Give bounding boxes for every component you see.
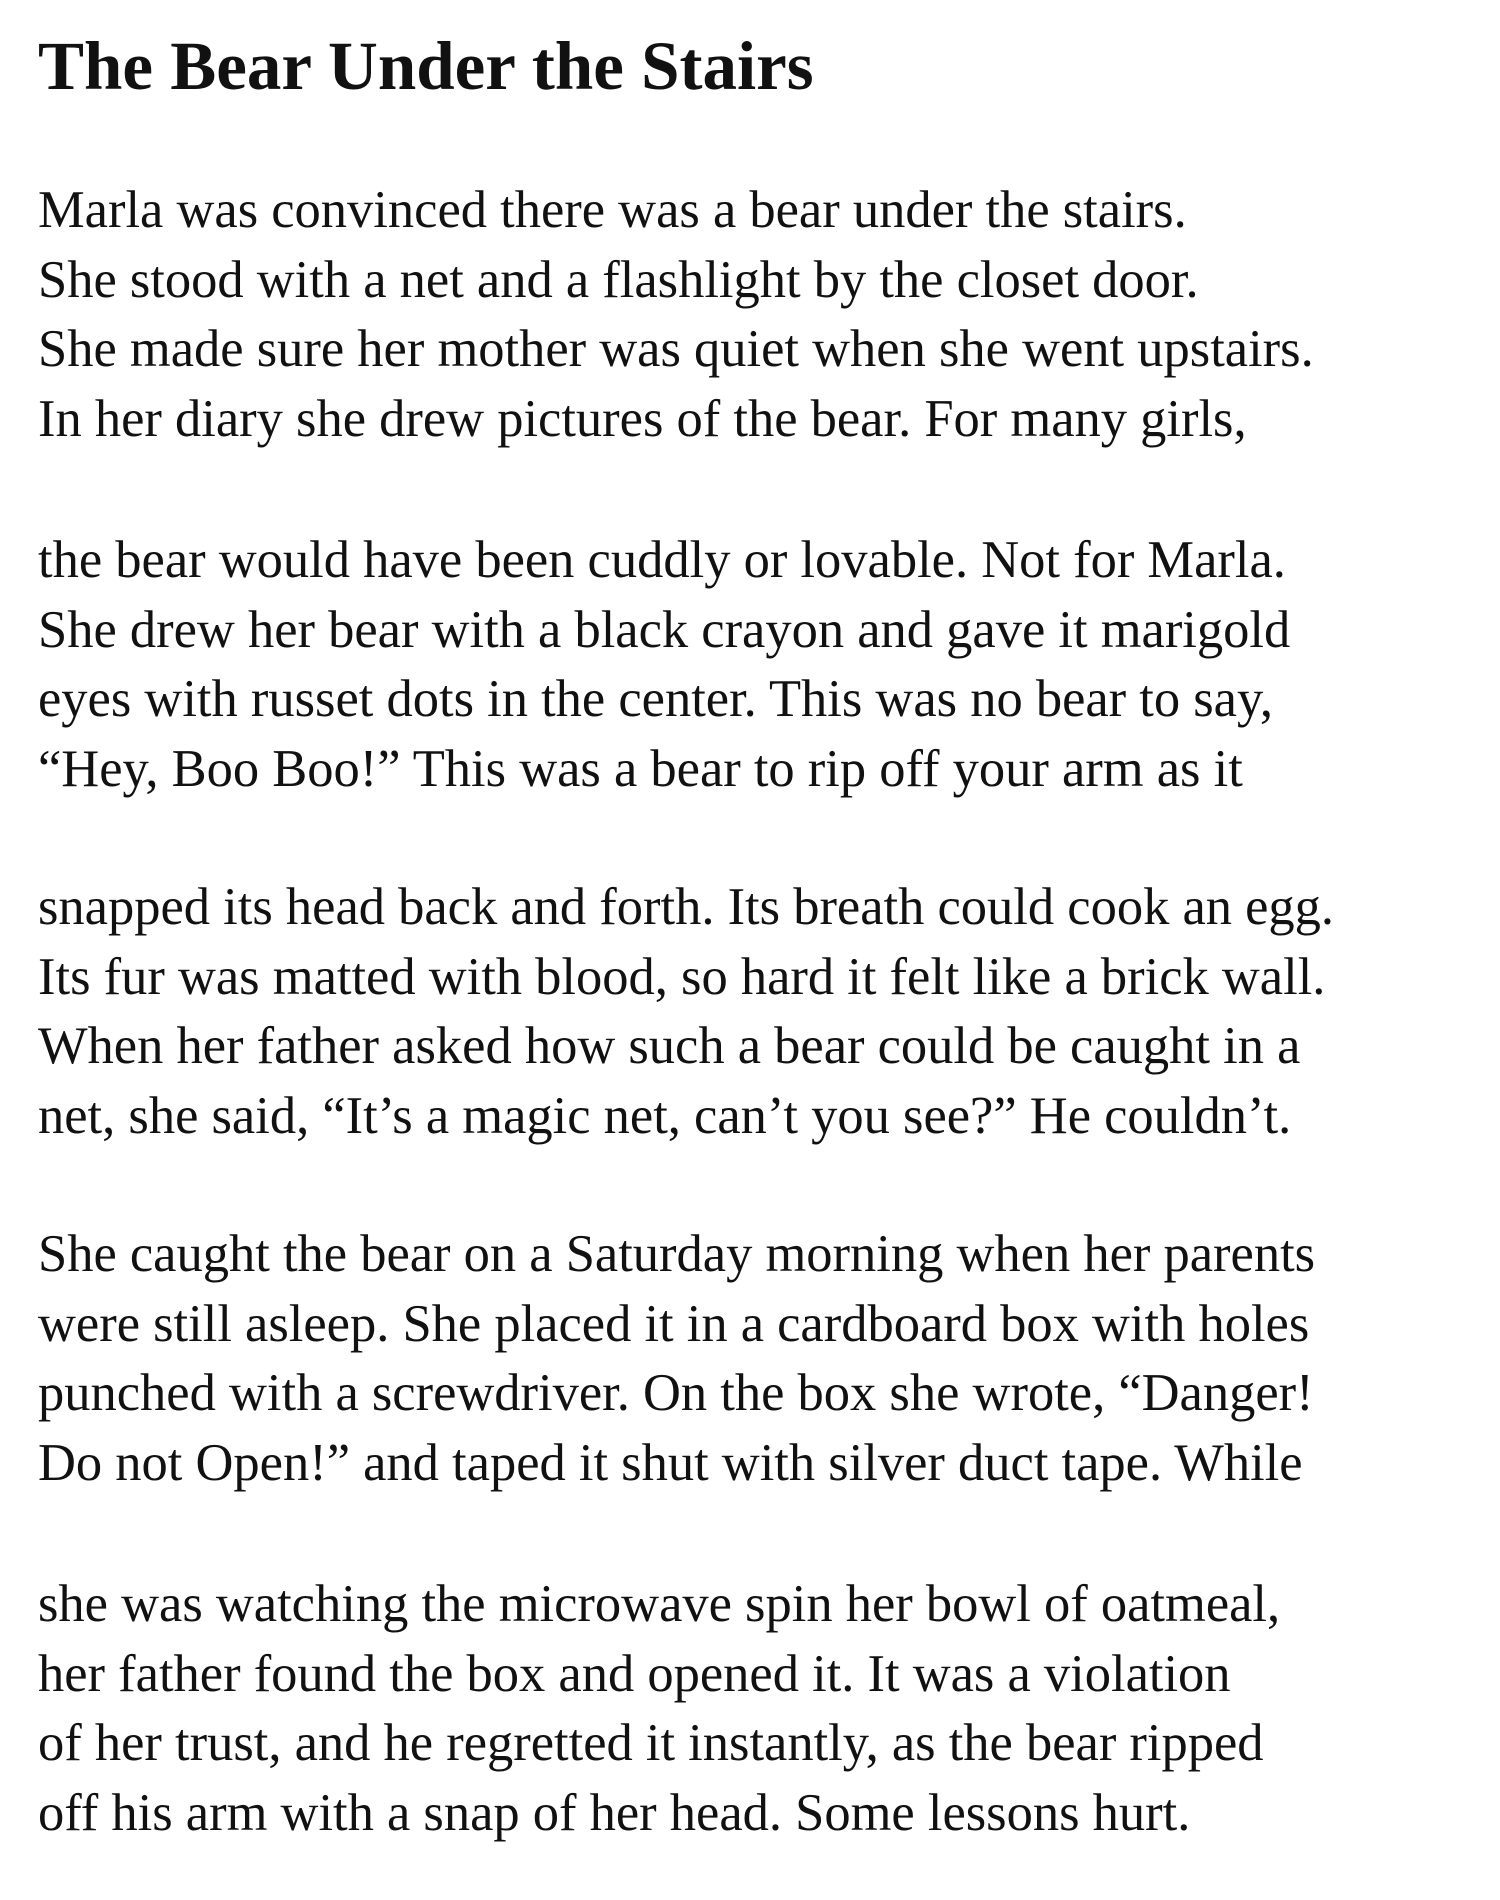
poem-line: In her diary she drew pictures of the bear. For many girls, [38, 389, 1247, 448]
stanza-1 [38, 176, 1478, 454]
poem-line: of her trust, and he regretted it instantly, as the bear ripped [38, 1714, 1264, 1772]
poem-line: When her father asked how such a bear could be caught in a [38, 1017, 1301, 1075]
poem-line: net, she said, “It’s a magic net, can’t you see?” He couldn’t. [38, 1086, 1292, 1145]
poem-title: The Bear Under the Stairs [38, 28, 814, 104]
poem-line: She made sure her mother was quiet when she went upstairs. [38, 320, 1314, 378]
stanza-3 [38, 873, 1478, 1151]
stanza-5 [38, 1570, 1478, 1848]
poem-line: off his arm with a snap of her head. Some lessons hurt. [38, 1783, 1191, 1842]
poem-line: eyes with russet dots in the center. This was no bear to say, [38, 670, 1273, 728]
poem-line: she was watching the microwave spin her bowl of oatmeal, [38, 1575, 1281, 1633]
poem-line: Its fur was matted with blood, so hard it felt like a brick wall. [38, 947, 1326, 1006]
poem-line: were still asleep. She placed it in a cardboard box with holes [38, 1294, 1310, 1353]
poem-line: She drew her bear with a black crayon and gave it marigold [38, 600, 1291, 659]
poem-line: “Hey, Boo Boo!” This was a bear to rip off your arm as it [38, 739, 1243, 798]
poem-line: snapped its head back and forth. Its breath could cook an egg. [38, 878, 1335, 936]
poem-line: She caught the bear on a Saturday morning when her parents [38, 1225, 1316, 1283]
poem-line: her father found the box and opened it. It was a violation [38, 1644, 1231, 1703]
stanza-2 [38, 526, 1478, 804]
poem-line: Marla was convinced there was a bear under the stairs. [38, 181, 1187, 239]
poem-line: She stood with a net and a flashlight by the closet door. [38, 250, 1199, 309]
poem-line: the bear would have been cuddly or lovable. Not for Marla. [38, 531, 1286, 589]
stanza-4 [38, 1220, 1478, 1498]
poem-line: Do not Open!” and taped it shut with silver duct tape. While [38, 1433, 1303, 1492]
poem-line: punched with a screwdriver. On the box she wrote, “Danger! [38, 1364, 1314, 1422]
document-page [38, 0, 1478, 1900]
